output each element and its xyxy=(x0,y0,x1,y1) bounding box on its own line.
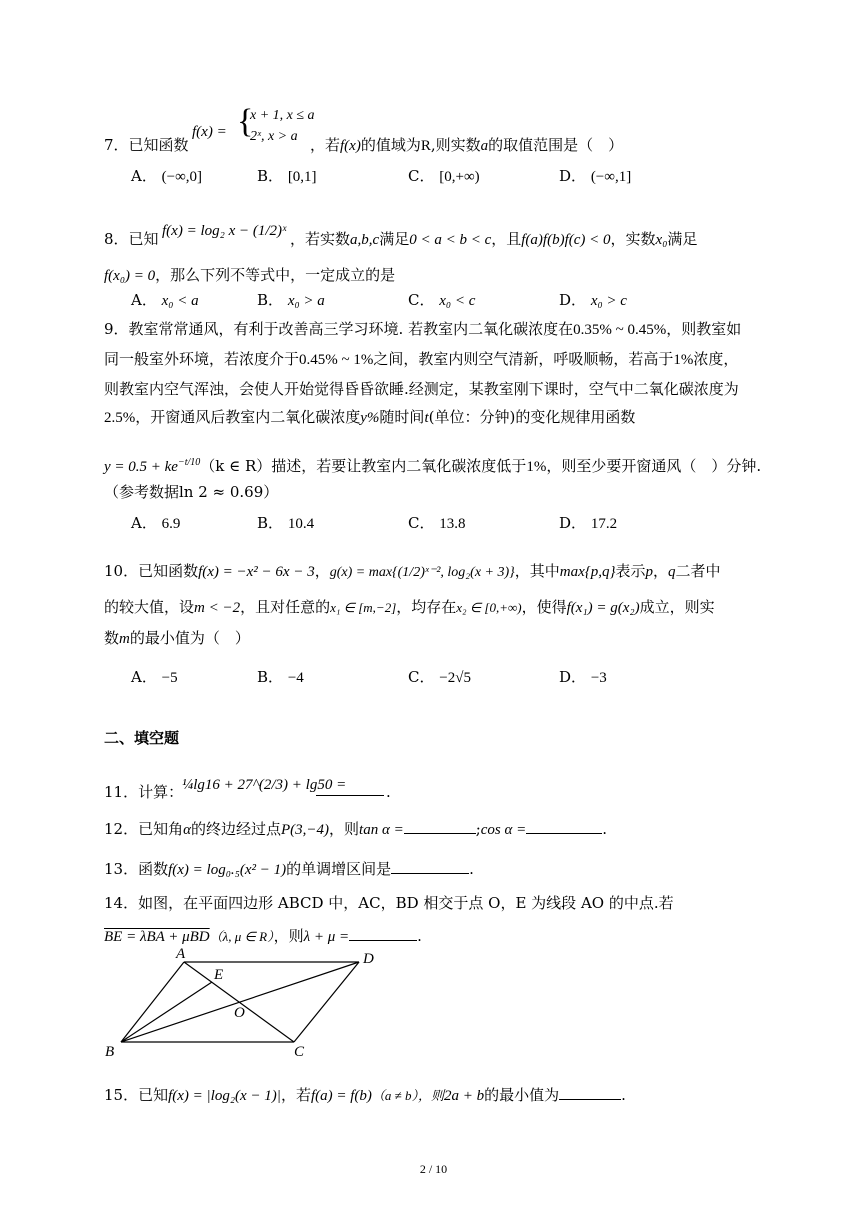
question-10 xyxy=(104,560,784,652)
q7-brace: { xyxy=(237,103,254,140)
q8-text-1: ，若实数a,b,c满足0 < a < b < c，且f(a)f(b)f(c) < 0，实数x₀满足 xyxy=(290,230,698,248)
question-9 xyxy=(104,318,784,508)
q10-option-a[interactable]: A． −5 xyxy=(131,668,178,686)
q14-quadrilateral-diagram xyxy=(100,945,380,1060)
q8-option-b[interactable]: B． x₀ > a xyxy=(257,291,325,309)
question-14-line-2: BE = λBA + μBD（λ, μ ∈ R），则λ + μ = . xyxy=(104,927,422,945)
q7-option-c[interactable]: C． [0,+∞) xyxy=(408,167,480,185)
q14-vector-equation: BE = λBA + μBD xyxy=(104,929,210,945)
q9-option-a[interactable]: A． 6.9 xyxy=(131,514,181,532)
q8-number: 8．已知 xyxy=(104,230,159,248)
q9-line-6: （参考数据ln 2 ≈ 0.69） xyxy=(104,483,279,501)
q9-line-2: 同一般室外环境，若浓度介于0.45% ~ 1%之间，教室内则空气清新，呼吸顺畅，若高于1%浓度， xyxy=(104,350,739,368)
q7-fx: f(x) = xyxy=(192,124,227,140)
q9-line-4: 2.5%，开窗通风后教室内二氧化碳浓度y%随时间t(单位：分钟)的变化规律用函数 xyxy=(104,408,636,426)
question-7 xyxy=(104,103,784,154)
question-15: 15．已知f(x) = |log₂(x − 1)|，若f(a) = f(b)（a ≠ b），则2a + b的最小值为 . xyxy=(104,1086,626,1104)
edge-ab xyxy=(121,962,184,1042)
q8-option-d[interactable]: D． x₀ > c xyxy=(559,291,627,309)
point-label-e: E xyxy=(214,967,224,983)
q9-line-3: 则教室内空气浑浊，会使人开始觉得昏昏欲睡.经测定，某教室刚下课时，空气中二氧化碳浓度为 xyxy=(104,380,739,398)
diagonal-bd xyxy=(121,962,359,1042)
page-number: 2 / 10 xyxy=(419,1162,448,1176)
q7-number: 7．已知函数 xyxy=(104,136,189,154)
q8-text-2: f(x₀) = 0，那么下列不等式中，一定成立的是 xyxy=(104,266,396,284)
q10-line-3: 数m的最小值为（ ） xyxy=(104,629,250,647)
q7-text: ，若f(x)的值域为R,则实数a的取值范围是（ ） xyxy=(310,136,624,154)
q7-option-b[interactable]: B． [0,1] xyxy=(257,167,317,185)
q10-option-d[interactable]: D． −3 xyxy=(559,668,607,686)
q7-option-d[interactable]: D． (−∞,1] xyxy=(559,167,632,185)
question-12: 12．已知角α的终边经过点P(3,−4)，则tan α = ;cos α = . xyxy=(104,820,608,838)
q7-case2: 2ˣ, x > a xyxy=(250,129,298,144)
q10-line-1: 10．已知函数f(x) = −x² − 6x − 3，g(x) = max{(1/2)ˣ⁻², log₂(x + 3)}，其中max{p,q}表示p，q二者中 xyxy=(104,562,721,580)
q14-answer-blank[interactable] xyxy=(349,925,417,941)
q11-expression: ¼lg16 + 27^(2/3) + lg50 = xyxy=(182,777,347,793)
q9-line-5: $y = 0.5 + ke^{-t/10}(k$ ∈ R）描述，若要让教室内二氧化碳浓度低于1%，则至少要开窗通风（ ）分钟. xyxy=(104,457,762,475)
q12-cos-blank[interactable] xyxy=(526,818,602,834)
segment-be xyxy=(121,982,212,1042)
point-label-o: O xyxy=(234,1005,245,1021)
q11-answer-blank[interactable] xyxy=(316,780,384,796)
q9-line-1: 9．教室常常通风，有利于改善高三学习环境. 若教室内二氧化碳浓度在0.35% ~ 0.45%，则教室如 xyxy=(104,320,742,338)
q10-option-b[interactable]: B． −4 xyxy=(257,668,304,686)
q9-option-d[interactable]: D． 17.2 xyxy=(559,514,618,532)
q10-line-2: 的较大值，设m < −2，且对任意的x₁ ∈ [m,−2]，均存在x₂ ∈ [0,+∞)，使得f(x₁) = g(x₂)成立，则实 xyxy=(104,598,715,616)
q9-option-b[interactable]: B． 10.4 xyxy=(257,514,315,532)
q8-option-a[interactable]: A． x₀ < a xyxy=(131,291,199,309)
question-11: 11．计算： ¼lg16 + 27^(2/3) + lg50 = . xyxy=(104,768,784,802)
q11-label: 11．计算： xyxy=(104,783,184,801)
q15-answer-blank[interactable] xyxy=(559,1084,621,1100)
question-8 xyxy=(104,208,784,298)
q9-option-c[interactable]: C． 13.8 xyxy=(408,514,466,532)
section-heading-fill-in: 二、填空题 xyxy=(104,729,180,747)
point-label-b: B xyxy=(105,1044,115,1060)
q7-case1: x + 1, x ≤ a xyxy=(250,108,315,123)
edge-cd xyxy=(294,962,359,1042)
q7-option-a[interactable]: A． (−∞,0] xyxy=(131,167,203,185)
point-label-a: A xyxy=(176,946,186,962)
question-14-line-1: 14．如图，在平面四边形 ABCD 中，AC，BD 相交于点 O，E 为线段 AO 的中点.若 xyxy=(104,894,674,912)
q10-option-c[interactable]: C． −2√5 xyxy=(408,668,471,686)
point-label-d: D xyxy=(363,951,374,967)
q12-tan-blank[interactable] xyxy=(404,818,476,834)
q8-function: f(x) = log₂ x − (1/2)ˣ xyxy=(162,223,287,239)
point-label-c: C xyxy=(294,1044,305,1060)
q13-answer-blank[interactable] xyxy=(391,858,469,874)
question-13: 13．函数f(x) = log₀.₅(x² − 1)的单调增区间是 . xyxy=(104,860,474,878)
q8-option-c[interactable]: C． x₀ < c xyxy=(408,291,476,309)
